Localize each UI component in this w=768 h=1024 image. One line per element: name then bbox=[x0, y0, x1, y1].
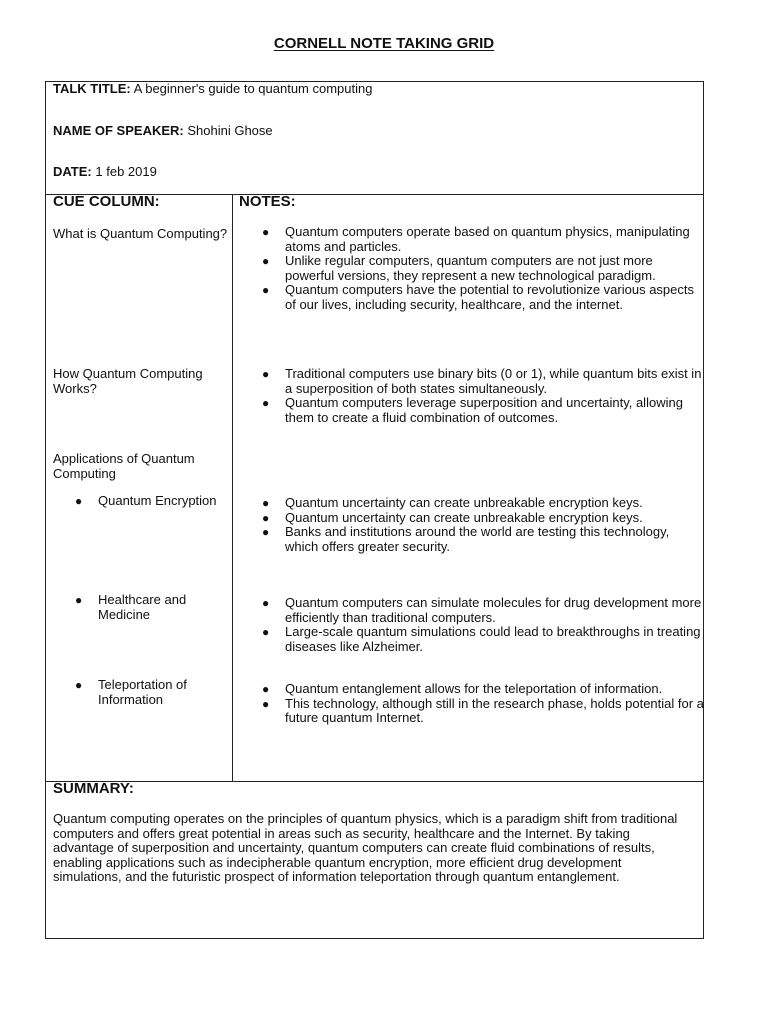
cornell-grid bbox=[45, 81, 704, 939]
cue-column-heading: CUE COLUMN: bbox=[53, 193, 160, 210]
bullet-icon: ● bbox=[262, 596, 270, 610]
note-item: ● Banks and institutions around the world are testing this technology, which offers greater security. bbox=[262, 524, 670, 554]
cue-bullet-item: ● Teleportation of Information bbox=[75, 677, 187, 707]
date-line bbox=[53, 165, 157, 180]
speaker-line bbox=[53, 124, 273, 139]
speaker-value: Shohini Ghose bbox=[187, 123, 273, 138]
cue-item: Applications of Quantum Computing bbox=[53, 451, 195, 481]
note-item: ● Unlike regular computers, quantum computers are not just more powerful versions, they represent a new technological paradigm. bbox=[262, 253, 656, 283]
cue-bullet-item: ● Quantum Encryption bbox=[75, 493, 217, 508]
cue-item: What is Quantum Computing? bbox=[53, 226, 228, 241]
bullet-icon: ● bbox=[262, 396, 270, 410]
cue-item: How Quantum Computing Works? bbox=[53, 366, 203, 396]
bullet-icon: ● bbox=[262, 496, 270, 510]
note-item: ● Quantum uncertainty can create unbreakable encryption keys. bbox=[262, 495, 643, 510]
bullet-icon: ● bbox=[262, 525, 270, 539]
bullet-icon: ● bbox=[75, 494, 83, 508]
note-item: ● This technology, although still in the research phase, holds potential for a future quantum Internet. bbox=[262, 695, 704, 725]
bullet-icon: ● bbox=[262, 254, 270, 268]
date-label: DATE: bbox=[53, 164, 92, 179]
note-item: ● Large-scale quantum simulations could lead to breakthroughs in treating diseases like Alzheimer. bbox=[262, 624, 701, 654]
notes-group bbox=[262, 224, 705, 312]
talk-title-label: TALK TITLE: bbox=[53, 81, 131, 96]
notes-group bbox=[262, 681, 705, 726]
cue-bullet-item: ● Healthcare and Medicine bbox=[75, 592, 187, 622]
talk-title-value: A beginner's guide to quantum computing bbox=[133, 81, 373, 96]
bullet-icon: ● bbox=[262, 682, 270, 696]
column-divider bbox=[232, 194, 233, 781]
note-item: ● Quantum computers operate based on quantum physics, manipulating atoms and particles. bbox=[262, 224, 690, 254]
note-item: ● Quantum computers have the potential to revolutionize various aspects of our lives, including security, healthcare, and the internet. bbox=[262, 282, 695, 312]
speaker-label: NAME OF SPEAKER: bbox=[53, 123, 184, 138]
bullet-icon: ● bbox=[75, 593, 83, 607]
bullet-icon: ● bbox=[262, 625, 270, 639]
notes-group bbox=[262, 366, 705, 425]
bullet-icon: ● bbox=[262, 696, 270, 711]
bullet-icon: ● bbox=[262, 283, 270, 297]
bullet-icon: ● bbox=[262, 225, 270, 239]
note-item: ● Quantum uncertainty can create unbreakable encryption keys. bbox=[262, 509, 643, 525]
summary-heading: SUMMARY: bbox=[53, 780, 134, 797]
note-item: ● Quantum computers leverage superposition and uncertainty, allowing them to create a fluid combination of outcomes. bbox=[262, 395, 683, 425]
notes-group bbox=[262, 495, 705, 554]
summary-divider bbox=[46, 781, 703, 782]
notes-group bbox=[262, 595, 705, 654]
page-title: CORNELL NOTE TAKING GRID bbox=[273, 35, 495, 52]
bullet-icon: ● bbox=[75, 678, 83, 692]
notes-heading: NOTES: bbox=[239, 193, 296, 210]
summary-text: Quantum computing operates on the principles of quantum physics, which is a paradigm shift from traditional computers and offers great potential in areas such as security, healthcare and the Internet. By taking advantage of superposition and uncertainty, quantum computers can create fluid combinations of results, enabling applications such as indecipherable quantum encryption, more efficient drug development simulations, and the futuristic prospect of information teleportation through quantum entanglement. bbox=[53, 811, 678, 884]
date-value: 1 feb 2019 bbox=[95, 164, 157, 179]
note-item: ● Traditional computers use binary bits (0 or 1), while quantum bits exist in a superposition of both states simultaneously. bbox=[262, 366, 702, 396]
bullet-icon: ● bbox=[262, 510, 270, 525]
bullet-icon: ● bbox=[262, 367, 270, 381]
note-item: ● Quantum entanglement allows for the teleportation of information. bbox=[262, 681, 663, 696]
note-item: ● Quantum computers can simulate molecules for drug development more efficiently than traditional computers. bbox=[262, 595, 702, 625]
talk-title-line bbox=[53, 82, 372, 97]
